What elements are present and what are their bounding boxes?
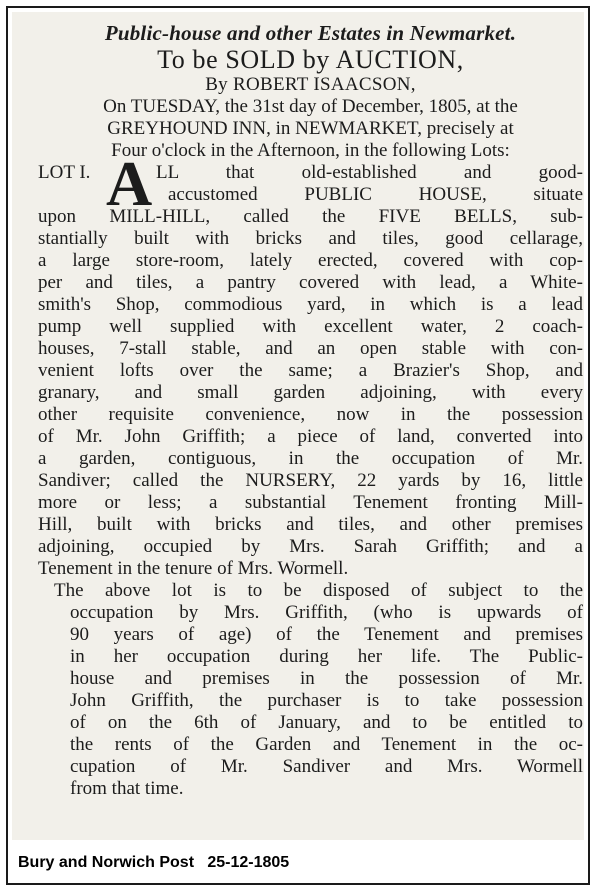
sale-detail-line: GREYHOUND INN, in NEWMARKET, precisely at xyxy=(107,118,514,139)
clipping-frame xyxy=(6,6,590,885)
text-line: stantially built with bricks and tiles, good cellarage, xyxy=(38,228,583,249)
text-line: a garden, contiguous, in the occupation of Mr. xyxy=(38,448,583,469)
drop-cap: A xyxy=(106,148,153,219)
text-line: from that time. xyxy=(70,778,184,799)
text-line: of on the 6th of January, and to be entitled to xyxy=(70,712,583,733)
text-line: house and premises in the possession of Mr. xyxy=(70,668,583,689)
sale-detail-line: On TUESDAY, the 31st day of December, 1805, at the xyxy=(103,96,518,117)
text-line: Hill, built with bricks and tiles, and other premises xyxy=(38,514,583,535)
text-line: other requisite convenience, now in the possession xyxy=(38,404,583,425)
text-line: 90 years of age) of the Tenement and premises xyxy=(70,624,583,645)
text-line: John Griffith, the purchaser is to take possession xyxy=(70,690,583,711)
advert-heading: Public-house and other Estates in Newmarket. xyxy=(104,21,517,45)
text-line: The above lot is to be disposed of subject to the xyxy=(54,580,583,601)
source-caption: Bury and Norwich Post 25-12-1805 xyxy=(18,854,290,871)
text-line: per and tiles, a pantry covered with lead, a White- xyxy=(38,272,583,293)
sale-detail-line: Four o'clock in the Afternoon, in the following Lots: xyxy=(111,140,510,161)
text-line: upon MILL-HILL, called the FIVE BELLS, sub- xyxy=(38,206,583,227)
newspaper-clipping xyxy=(12,12,584,840)
text-line: Sandiver; called the NURSERY, 22 yards by 16, little xyxy=(38,470,583,491)
text-line: smith's Shop, commodious yard, in which is a lead xyxy=(38,294,583,315)
lot-label: LOT I. xyxy=(38,162,91,183)
text-line: adjoining, occupied by Mrs. Sarah Griffith; and a xyxy=(38,536,583,557)
advertisement xyxy=(38,20,583,800)
text-line: pump well supplied with excellent water, 2 coach- xyxy=(38,316,583,337)
text-line: the rents of the Garden and Tenement in the oc- xyxy=(70,734,583,755)
advert-title: To be SOLD by AUCTION, xyxy=(157,45,464,74)
text-line: houses, 7-stall stable, and an open stable with con- xyxy=(38,338,583,359)
text-line: venient lofts over the same; a Brazier's Shop, and xyxy=(38,360,583,381)
lot-first-line: LL that old-established and good- xyxy=(156,162,583,183)
lot-description xyxy=(38,206,583,580)
text-line: granary, and small garden adjoining, with every xyxy=(38,382,583,403)
lot-second-line: accustomed PUBLIC HOUSE, situate xyxy=(168,184,583,205)
text-line: cupation of Mr. Sandiver and Mrs. Wormell xyxy=(70,756,583,777)
lot-conditions xyxy=(38,580,583,800)
advert-byline: By ROBERT ISAACSON, xyxy=(205,74,416,95)
text-line: Tenement in the tenure of Mrs. Wormell. xyxy=(38,558,349,579)
text-line: more or less; a substantial Tenement fronting Mill- xyxy=(38,492,583,513)
text-line: a large store-room, lately erected, covered with cop- xyxy=(38,250,583,271)
text-line: in her occupation during her life. The Public- xyxy=(70,646,583,667)
text-line: of Mr. John Griffith; a piece of land, converted into xyxy=(38,426,583,447)
text-line: occupation by Mrs. Griffith, (who is upwards of xyxy=(70,602,583,623)
